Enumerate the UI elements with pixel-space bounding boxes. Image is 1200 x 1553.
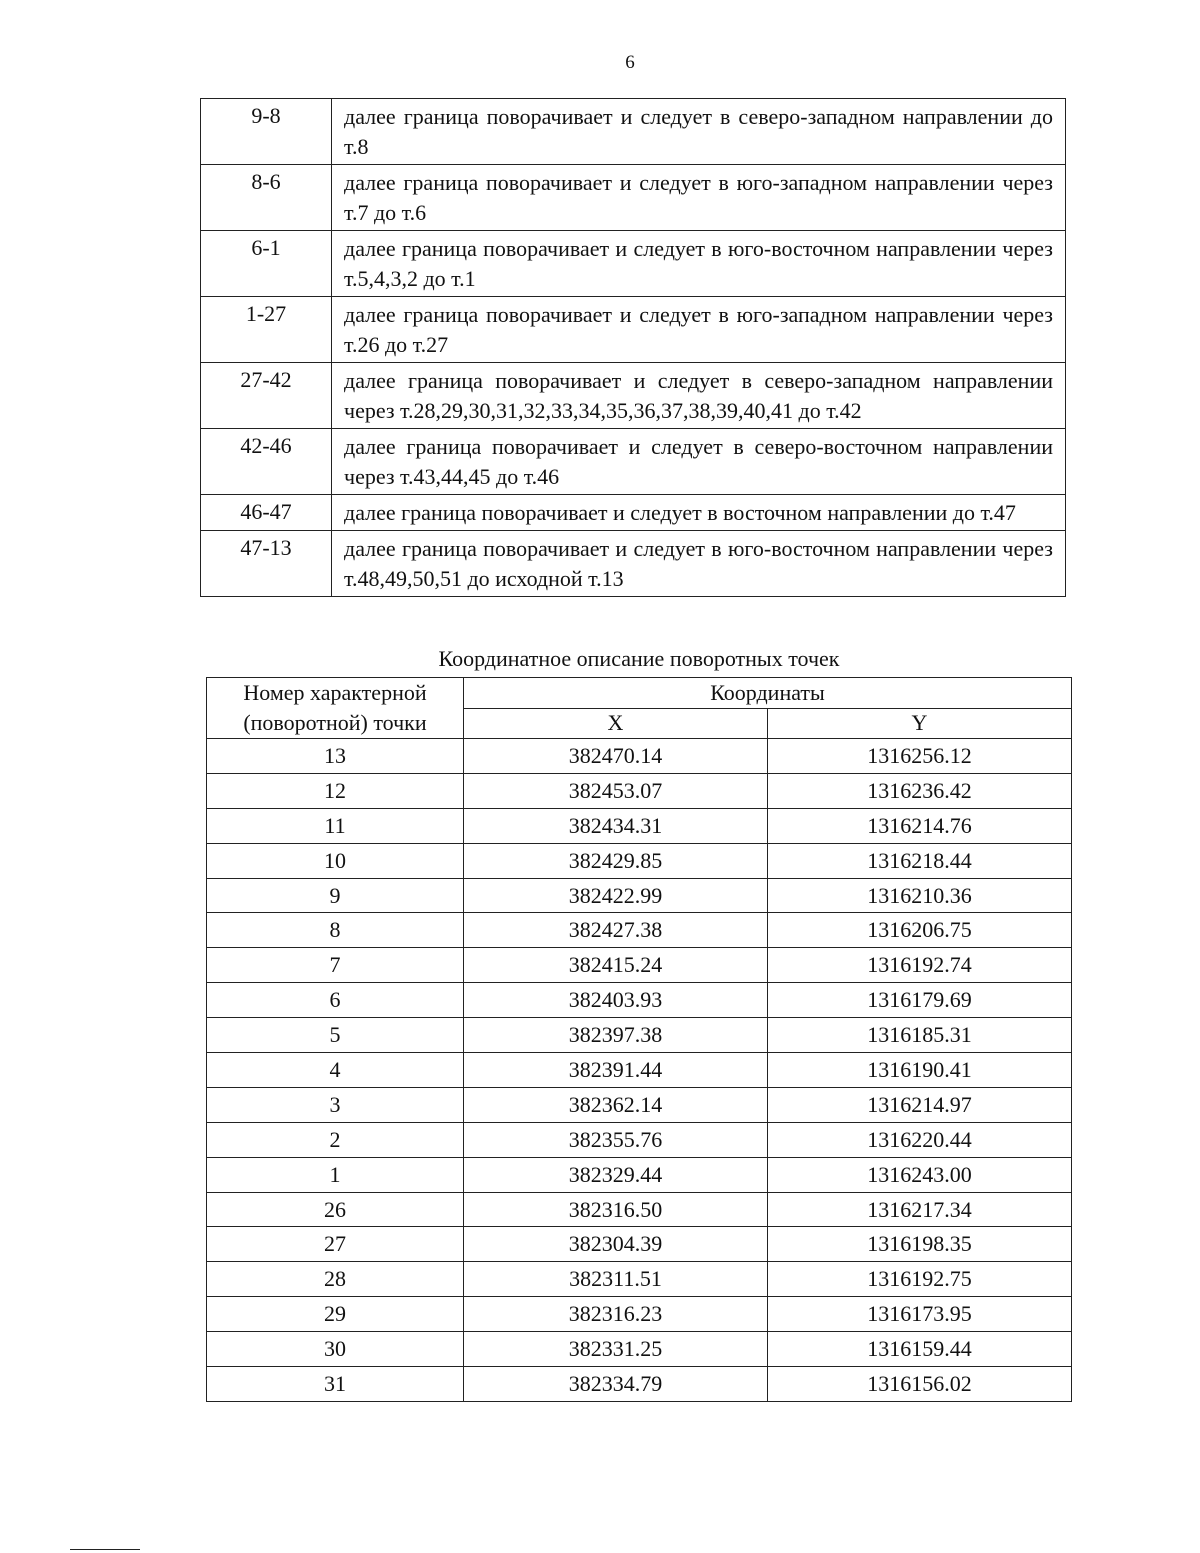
footer-rule	[70, 1549, 140, 1550]
segment-range: 9-8	[201, 99, 332, 165]
table-row	[207, 948, 1072, 983]
table-row	[207, 1297, 1072, 1332]
cell-y: 1316159.44	[768, 1332, 1072, 1367]
segment-row	[201, 531, 1066, 597]
cell-x: 382304.39	[464, 1227, 768, 1262]
cell-y: 1316236.42	[768, 773, 1072, 808]
cell-point: 8	[207, 913, 464, 948]
table-row	[207, 1262, 1072, 1297]
coordinates-table-head	[207, 678, 1072, 739]
segment-description: далее граница поворачивает и следует в юго-восточном направлении через т.5,4,3,2 до т.1	[332, 231, 1066, 297]
segment-range: 27-42	[201, 363, 332, 429]
table-row	[207, 808, 1072, 843]
segment-range: 1-27	[201, 297, 332, 363]
segment-description: далее граница поворачивает и следует в юго-восточном направлении через т.48,49,50,51 до исходной т.13	[332, 531, 1066, 597]
table-row	[207, 773, 1072, 808]
cell-x: 382427.38	[464, 913, 768, 948]
cell-y: 1316173.95	[768, 1297, 1072, 1332]
cell-x: 382334.79	[464, 1367, 768, 1402]
cell-point: 5	[207, 1018, 464, 1053]
cell-y: 1316192.75	[768, 1262, 1072, 1297]
cell-x: 382422.99	[464, 878, 768, 913]
cell-point: 6	[207, 983, 464, 1018]
cell-x: 382316.50	[464, 1192, 768, 1227]
cell-point: 31	[207, 1367, 464, 1402]
table-row	[207, 739, 1072, 774]
cell-x: 382434.31	[464, 808, 768, 843]
cell-point: 2	[207, 1122, 464, 1157]
segments-body	[201, 99, 1066, 597]
column-header-x: X	[464, 708, 768, 739]
cell-y: 1316156.02	[768, 1367, 1072, 1402]
cell-y: 1316190.41	[768, 1053, 1072, 1088]
segment-description: далее граница поворачивает и следует в юго-западном направлении через т.7 до т.6	[332, 165, 1066, 231]
segment-description: далее граница поворачивает и следует в северо-западном направлении до т.8	[332, 99, 1066, 165]
cell-y: 1316217.34	[768, 1192, 1072, 1227]
segment-row	[201, 99, 1066, 165]
table-row	[207, 1157, 1072, 1192]
cell-x: 382453.07	[464, 773, 768, 808]
cell-point: 26	[207, 1192, 464, 1227]
coordinates-body	[207, 739, 1072, 1402]
segment-range: 42-46	[201, 429, 332, 495]
cell-y: 1316179.69	[768, 983, 1072, 1018]
cell-y: 1316218.44	[768, 843, 1072, 878]
cell-x: 382316.23	[464, 1297, 768, 1332]
segment-range: 47-13	[201, 531, 332, 597]
cell-y: 1316214.76	[768, 808, 1072, 843]
cell-x: 382311.51	[464, 1262, 768, 1297]
cell-x: 382362.14	[464, 1087, 768, 1122]
cell-x: 382429.85	[464, 843, 768, 878]
cell-x: 382397.38	[464, 1018, 768, 1053]
cell-y: 1316185.31	[768, 1018, 1072, 1053]
segment-row	[201, 429, 1066, 495]
table-row	[207, 983, 1072, 1018]
cell-y: 1316192.74	[768, 948, 1072, 983]
coordinates-header-row	[207, 678, 1072, 709]
cell-point: 9	[207, 878, 464, 913]
cell-y: 1316243.00	[768, 1157, 1072, 1192]
cell-y: 1316210.36	[768, 878, 1072, 913]
segment-row	[201, 297, 1066, 363]
cell-x: 382415.24	[464, 948, 768, 983]
table-row	[207, 1227, 1072, 1262]
table-row	[207, 1192, 1072, 1227]
cell-point: 4	[207, 1053, 464, 1088]
segment-description: далее граница поворачивает и следует в северо-западном направлении через т.28,29,30,31,32,33,34,35,36,37,38,39,40,41 до т.42	[332, 363, 1066, 429]
table-row	[207, 1087, 1072, 1122]
cell-y: 1316220.44	[768, 1122, 1072, 1157]
cell-x: 382331.25	[464, 1332, 768, 1367]
cell-y: 1316198.35	[768, 1227, 1072, 1262]
cell-x: 382355.76	[464, 1122, 768, 1157]
column-header-coordinates: Координаты	[464, 678, 1072, 709]
column-header-point-number: Номер характерной (поворотной) точки	[207, 678, 464, 739]
segment-row	[201, 495, 1066, 531]
table-row	[207, 913, 1072, 948]
column-header-y: Y	[768, 708, 1072, 739]
cell-x: 382329.44	[464, 1157, 768, 1192]
segment-range: 8-6	[201, 165, 332, 231]
segment-row	[201, 231, 1066, 297]
table-row	[207, 1122, 1072, 1157]
table-row	[207, 1367, 1072, 1402]
cell-x: 382470.14	[464, 739, 768, 774]
cell-point: 11	[207, 808, 464, 843]
segment-description: далее граница поворачивает и следует в юго-западном направлении через т.26 до т.27	[332, 297, 1066, 363]
segment-range: 6-1	[201, 231, 332, 297]
segment-row	[201, 363, 1066, 429]
cell-y: 1316214.97	[768, 1087, 1072, 1122]
cell-point: 13	[207, 739, 464, 774]
segment-description: далее граница поворачивает и следует в восточном направлении до т.47	[332, 495, 1066, 531]
cell-point: 7	[207, 948, 464, 983]
table-row	[207, 843, 1072, 878]
segment-range: 46-47	[201, 495, 332, 531]
cell-point: 10	[207, 843, 464, 878]
table-row	[207, 1053, 1072, 1088]
cell-point: 30	[207, 1332, 464, 1367]
cell-y: 1316206.75	[768, 913, 1072, 948]
cell-x: 382403.93	[464, 983, 768, 1018]
table-row	[207, 878, 1072, 913]
cell-point: 1	[207, 1157, 464, 1192]
coordinates-caption: Координатное описание поворотных точек	[438, 646, 840, 671]
page-number: 6	[625, 52, 635, 73]
segment-row	[201, 165, 1066, 231]
cell-point: 12	[207, 773, 464, 808]
coordinates-table	[206, 677, 1072, 1402]
table-row	[207, 1018, 1072, 1053]
cell-point: 28	[207, 1262, 464, 1297]
table-row	[207, 1332, 1072, 1367]
cell-point: 27	[207, 1227, 464, 1262]
cell-point: 29	[207, 1297, 464, 1332]
segment-description: далее граница поворачивает и следует в северо-восточном направлении через т.43,44,45 до т.46	[332, 429, 1066, 495]
boundary-segments-table	[200, 98, 1066, 597]
cell-point: 3	[207, 1087, 464, 1122]
cell-x: 382391.44	[464, 1053, 768, 1088]
cell-y: 1316256.12	[768, 739, 1072, 774]
